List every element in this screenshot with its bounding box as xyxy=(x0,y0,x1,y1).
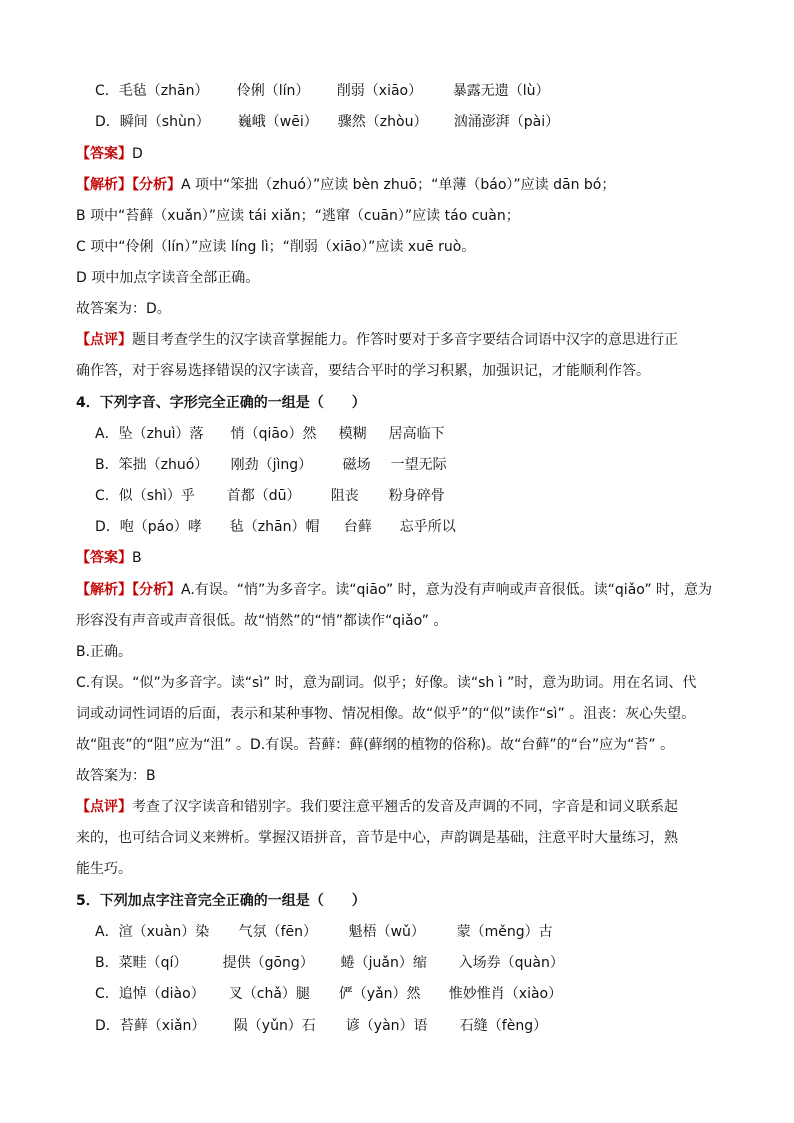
option-item: 蜷（juǎn）缩 xyxy=(340,955,427,971)
option-item: 魁梧（wǔ） xyxy=(348,924,425,940)
option-item: 汹涌澎湃（pài） xyxy=(453,114,560,130)
analysis-text: 词或动词性词语的后面，表示和某种事物、情况相像。故“似乎”的“似”读作“sì” 。沮丧：灰心失望。 xyxy=(76,706,696,722)
option-item: 削弱（xiāo） xyxy=(336,83,423,99)
option-label: A． xyxy=(95,426,119,442)
option-label: C． xyxy=(95,83,119,99)
option-item: 磁场 xyxy=(342,457,371,473)
comment-text: 来的，也可结合词义来辨析。掌握汉语拼音，音节是中心，声韵调是基础，注意平时大量练习，熟 xyxy=(76,830,678,846)
comment-line xyxy=(76,797,678,817)
option-item: 俨（yǎn）然 xyxy=(338,986,421,1002)
option-label: B． xyxy=(95,955,119,971)
comment-text: 题目考查学生的汉字读音掌握能力。作答时要对于多音字要结合词语中汉字的意思进行正 xyxy=(132,332,678,348)
option-label: D． xyxy=(95,114,120,130)
analysis-text: 形容没有声音或声音很低。故“悄然”的“悄”都读作“qiǎo” 。 xyxy=(76,613,448,629)
option-label: D． xyxy=(95,519,120,535)
option-item: 叉（chǎ）腿 xyxy=(228,986,310,1002)
option-item: 骤然（zhòu） xyxy=(337,114,428,130)
option-item: 蒙（měng）古 xyxy=(456,924,553,940)
option-item: 苔藓（xiǎn） xyxy=(119,1018,206,1034)
option-item: 阻丧 xyxy=(330,488,359,504)
question-title: 5．下列加点字注音完全正确的一组是（ ） xyxy=(76,893,366,909)
option-item: 毡（zhān）帽 xyxy=(229,519,320,535)
option-item: 巍峨（wēi） xyxy=(237,114,318,130)
analysis-text: B 项中“苔藓（xuǎn）”应读 tái xiǎn；“逃窜（cuān）”应读 táo cuàn； xyxy=(76,208,520,224)
analysis-tag: 【解析】【分析】 xyxy=(76,177,181,193)
option-row xyxy=(95,81,550,101)
option-item: 模糊 xyxy=(338,426,367,442)
answer-line xyxy=(76,144,143,164)
option-item: 惟妙惟肖（xiào） xyxy=(448,986,563,1002)
analysis-text: 故“阻丧”的“阻”应为“沮” 。D.有误。苔藓：藓(藓纲的植物的俗称)。故“台藓”的“台”应为“苔” 。 xyxy=(76,737,675,753)
option-label: A． xyxy=(95,924,119,940)
analysis-line xyxy=(76,175,615,195)
option-row xyxy=(95,984,562,1004)
option-row xyxy=(95,486,445,506)
option-row xyxy=(95,953,564,973)
option-item: 忘乎所以 xyxy=(399,519,456,535)
answer-tag: 【答案】 xyxy=(76,146,132,162)
option-item: 笨拙（zhuó） xyxy=(118,457,209,473)
option-item: 台藓 xyxy=(343,519,372,535)
answer-value: B xyxy=(132,550,142,566)
answer-tag: 【答案】 xyxy=(76,550,132,566)
comment-text: 确作答，对于容易选择错误的汉字读音，要结合平时的学习积累，加强识记，才能顺利作答。 xyxy=(76,363,650,379)
question-title: 4．下列字音、字形完全正确的一组是（ ） xyxy=(76,395,366,411)
analysis-text: A.有误。“悄”为多音字。读“qiāo” 时，意为没有声响或声音很低。读“qiǎo” 时，意为 xyxy=(181,582,713,598)
option-item: 咆（páo）哮 xyxy=(119,519,202,535)
option-item: 陨（yǔn）石 xyxy=(233,1018,316,1034)
analysis-text: A 项中“笨拙（zhuó）”应读 bèn zhuō；“单薄（báo）”应读 dān bó； xyxy=(181,177,616,193)
option-item: 追悼（diào） xyxy=(118,986,205,1002)
option-row xyxy=(95,1016,547,1036)
option-item: 气氛（fēn） xyxy=(238,924,317,940)
analysis-tag: 【解析】【分析】 xyxy=(76,582,181,598)
option-row xyxy=(95,517,456,537)
option-label: D． xyxy=(95,1018,120,1034)
analysis-text: C.有误。“似”为多音字。读“sì” 时，意为副词。似乎；好像。读“sh ì ”时，意为助词。用在名词、代 xyxy=(76,675,697,691)
option-item: 谚（yàn）语 xyxy=(345,1018,428,1034)
option-item: 悄（qiāo）然 xyxy=(230,426,317,442)
comment-text: 能生巧。 xyxy=(76,861,132,877)
option-item: 刚劲（jìng） xyxy=(230,457,313,473)
option-item: 首都（dū） xyxy=(226,488,301,504)
option-item: 似（shì）乎 xyxy=(118,488,195,504)
answer-line xyxy=(76,548,142,568)
option-row xyxy=(95,112,559,132)
comment-tag: 【点评】 xyxy=(76,332,132,348)
option-label: C． xyxy=(95,986,119,1002)
option-label: C． xyxy=(95,488,119,504)
analysis-text: D 项中加点字读音全部正确。 xyxy=(76,270,260,286)
analysis-line xyxy=(76,580,712,600)
answer-value: D xyxy=(132,146,143,162)
option-row xyxy=(95,922,553,942)
option-item: 瞬间（shùn） xyxy=(119,114,210,130)
option-item: 粉身碎骨 xyxy=(388,488,445,504)
analysis-text: C 项中“伶俐（lín）”应读 líng lì；“削弱（xiāo）”应读 xuē ruò。 xyxy=(76,239,476,255)
analysis-text: 故答案为：B xyxy=(76,768,156,784)
option-item: 一望无际 xyxy=(390,457,447,473)
option-item: 石缝（fèng） xyxy=(459,1018,548,1034)
option-row xyxy=(95,455,447,475)
comment-text: 考查了汉字读音和错别字。我们要注意平翘舌的发音及声调的不同，字音是和词义联系起 xyxy=(132,799,678,815)
option-item: 伶俐（lín） xyxy=(236,83,310,99)
option-item: 毛毡（zhān） xyxy=(118,83,209,99)
comment-line xyxy=(76,330,678,350)
option-item: 暴露无遗（lù） xyxy=(452,83,550,99)
option-item: 居高临下 xyxy=(388,426,445,442)
option-item: 渲（xuàn）染 xyxy=(118,924,210,940)
option-item: 提供（gōng） xyxy=(222,955,314,971)
option-row xyxy=(95,424,445,444)
analysis-text: 故答案为：D。 xyxy=(76,301,171,317)
option-item: 坠（zhuì）落 xyxy=(118,426,204,442)
comment-tag: 【点评】 xyxy=(76,799,132,815)
option-item: 菜畦（qí） xyxy=(118,955,188,971)
option-item: 入场券（quàn） xyxy=(458,955,564,971)
analysis-text: B.正确。 xyxy=(76,644,133,660)
option-label: B． xyxy=(95,457,119,473)
